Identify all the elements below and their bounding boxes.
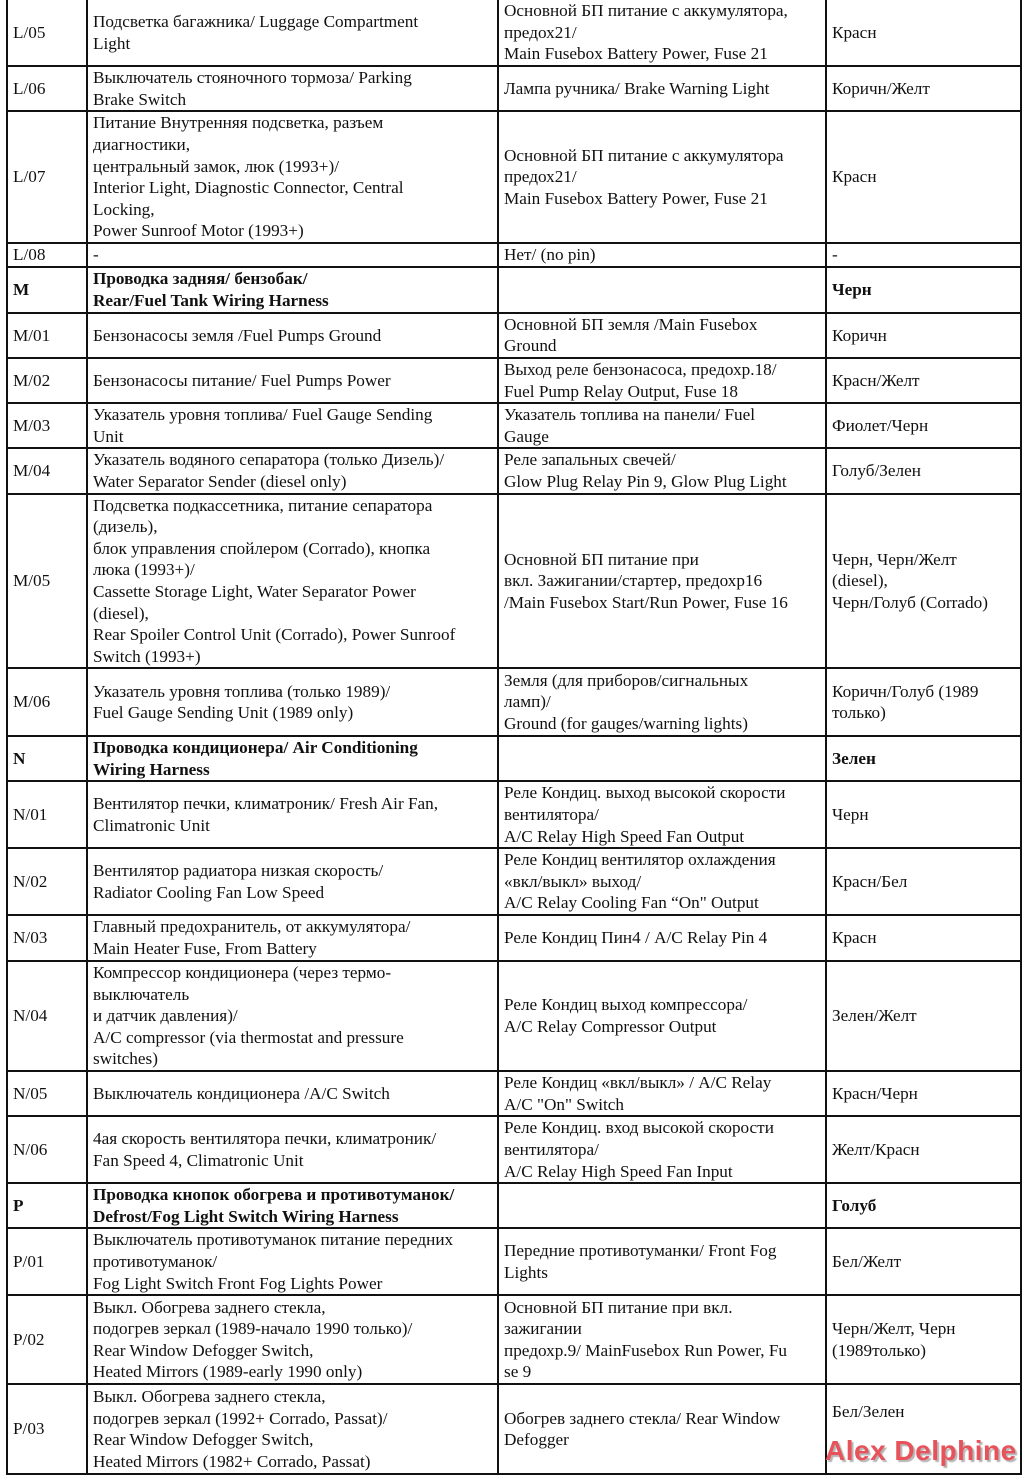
description-cell: Питание Внутренняя подсветка, разъем диагностики, центральный замок, люк (1993+)/ Interior Light, Diagnostic Connector, Central Locking, Power Sunroof Motor (1993+)	[87, 111, 498, 243]
table-row	[7, 848, 1021, 915]
pin-cell: P/03	[7, 1384, 87, 1474]
wire-color-cell: Зелен	[826, 736, 1021, 781]
connection-cell: Указатель топлива на панели/ Fuel Gauge	[498, 403, 826, 448]
pin-cell: P/02	[7, 1295, 87, 1384]
table-row	[7, 1295, 1021, 1384]
connection-cell: Основной БП питание с аккумулятора, предох21/ Main Fusebox Battery Power, Fuse 21	[498, 0, 826, 66]
pin-cell: N	[7, 736, 87, 781]
wire-color-cell: Голуб/Зелен	[826, 448, 1021, 493]
connection-cell: Обогрев заднего стекла/ Rear Window Defogger	[498, 1384, 826, 1474]
wire-color-cell: Голуб	[826, 1183, 1021, 1228]
table-row	[7, 243, 1021, 267]
connection-cell: Реле Кондиц Пин4 / A/C Relay Pin 4	[498, 915, 826, 961]
description-cell: Указатель уровня топлива (только 1989)/ Fuel Gauge Sending Unit (1989 only)	[87, 668, 498, 736]
pin-cell: M	[7, 267, 87, 313]
description-cell: Выключатель стояночного тормоза/ Parking Brake Switch	[87, 66, 498, 111]
description-cell: Указатель уровня топлива/ Fuel Gauge Sending Unit	[87, 403, 498, 448]
pin-cell: M/04	[7, 448, 87, 493]
pin-cell: L/06	[7, 66, 87, 111]
pin-cell: M/03	[7, 403, 87, 448]
description-cell: Бензонасосы земля /Fuel Pumps Ground	[87, 313, 498, 358]
description-cell: Выключатель кондиционера /A/C Switch	[87, 1071, 498, 1116]
pin-cell: N/02	[7, 848, 87, 915]
pin-cell: P/01	[7, 1228, 87, 1295]
connection-cell: Выход реле бензонасоса, предохр.18/ Fuel Pump Relay Output, Fuse 18	[498, 358, 826, 403]
table-row	[7, 915, 1021, 961]
wire-color-cell: Красн/Бел	[826, 848, 1021, 915]
table-row	[7, 66, 1021, 111]
connection-cell: Лампа ручника/ Brake Warning Light	[498, 66, 826, 111]
pin-cell: M/02	[7, 358, 87, 403]
connection-cell: Реле Кондиц вентилятор охлаждения «вкл/выкл» выход/ A/C Relay Cooling Fan “On" Output	[498, 848, 826, 915]
table-row	[7, 1116, 1021, 1183]
description-cell: Вентилятор печки, климатроник/ Fresh Air Fan, Climatronic Unit	[87, 781, 498, 848]
description-cell: Главный предохранитель, от аккумулятора/ Main Heater Fuse, From Battery	[87, 915, 498, 961]
pin-cell: N/03	[7, 915, 87, 961]
table-row	[7, 403, 1021, 448]
wire-color-cell: -	[826, 243, 1021, 267]
description-cell: Проводка задняя/ бензобак/ Rear/Fuel Tank Wiring Harness	[87, 267, 498, 313]
wire-color-cell: Красн	[826, 111, 1021, 243]
wire-color-cell: Коричн/Голуб (1989 только)	[826, 668, 1021, 736]
description-cell: Выключатель противотуманок питание передних противотуманок/ Fog Light Switch Front Fog Lights Power	[87, 1228, 498, 1295]
pin-cell: M/05	[7, 494, 87, 669]
table-row	[7, 358, 1021, 403]
pin-cell: L/08	[7, 243, 87, 267]
pin-cell: N/06	[7, 1116, 87, 1183]
section-header-row	[7, 267, 1021, 313]
description-cell: Подсветка багажника/ Luggage Compartment Light	[87, 0, 498, 66]
table-row	[7, 313, 1021, 358]
description-cell: Компрессор кондиционера (через термо- выключатель и датчик давления)/ A/C compressor (via thermostat and pressure switches)	[87, 961, 498, 1071]
connection-cell	[498, 736, 826, 781]
connection-cell: Основной БП питание при вкл. зажигании предохр.9/ MainFusebox Run Power, Fu se 9	[498, 1295, 826, 1384]
connection-cell: Реле Кондиц. выход высокой скорости вентилятора/ A/C Relay High Speed Fan Output	[498, 781, 826, 848]
pin-cell: L/07	[7, 111, 87, 243]
description-cell: Проводка кондиционера/ Air Conditioning Wiring Harness	[87, 736, 498, 781]
connection-cell: Основной БП питание при вкл. Зажигании/стартер, предохр16 /Main Fusebox Start/Run Power, Fuse 16	[498, 494, 826, 669]
wire-color-cell: Красн	[826, 0, 1021, 66]
table-row	[7, 0, 1021, 66]
table-row	[7, 1228, 1021, 1295]
connection-cell: Реле запальных свечей/ Glow Plug Relay Pin 9, Glow Plug Light	[498, 448, 826, 493]
connection-cell: Основной БП питание с аккумулятора предох21/ Main Fusebox Battery Power, Fuse 21	[498, 111, 826, 243]
wire-color-cell: Красн/Желт	[826, 358, 1021, 403]
connection-cell: Нет/ (no pin)	[498, 243, 826, 267]
description-cell: Выкл. Обогрева заднего стекла, подогрев зеркал (1992+ Corrado, Passat)/ Rear Window Defogger Switch, Heated Mirrors (1982+ Corrado, Passat)	[87, 1384, 498, 1474]
table-row	[7, 494, 1021, 669]
description-cell: Бензонасосы питание/ Fuel Pumps Power	[87, 358, 498, 403]
table-row	[7, 448, 1021, 493]
wire-color-cell: Бел/Желт	[826, 1228, 1021, 1295]
connection-cell: Земля (для приборов/сигнальных ламп)/ Ground (for gauges/warning lights)	[498, 668, 826, 736]
wire-color-cell: Красн/Черн	[826, 1071, 1021, 1116]
description-cell: Вентилятор радиатора низкая скорость/ Radiator Cooling Fan Low Speed	[87, 848, 498, 915]
connection-cell: Реле Кондиц. вход высокой скорости вентилятора/ A/C Relay High Speed Fan Input	[498, 1116, 826, 1183]
document-page	[6, 0, 1020, 1475]
pin-cell: P	[7, 1183, 87, 1228]
pin-cell: N/05	[7, 1071, 87, 1116]
description-cell: Указатель водяного сепаратора (только Дизель)/ Water Separator Sender (diesel only)	[87, 448, 498, 493]
wire-color-cell: Бел/Зелен	[826, 1384, 1021, 1474]
connection-cell: Основной БП земля /Main Fusebox Ground	[498, 313, 826, 358]
wire-color-cell: Черн/Желт, Черн (1989только)	[826, 1295, 1021, 1384]
wire-color-cell: Черн, Черн/Желт (diesel), Черн/Голуб (Corrado)	[826, 494, 1021, 669]
table-row	[7, 781, 1021, 848]
wiring-pinout-table	[6, 0, 1022, 1475]
connection-cell: Реле Кондиц выход компрессора/ A/C Relay Compressor Output	[498, 961, 826, 1071]
table-row	[7, 668, 1021, 736]
connection-cell	[498, 1183, 826, 1228]
wire-color-cell: Черн	[826, 781, 1021, 848]
wire-color-cell: Черн	[826, 267, 1021, 313]
pin-cell: M/01	[7, 313, 87, 358]
connection-cell: Реле Кондиц «вкл/выкл» / A/C Relay A/C "On" Switch	[498, 1071, 826, 1116]
pin-cell: N/04	[7, 961, 87, 1071]
description-cell: Подсветка подкассетника, питание сепаратора (дизель), блок управления спойлером (Corrado), кнопка люка (1993+)/ Cassette Storage Light, Water Separator Power (diesel), Rear Spoiler Control Unit (Corrado), Power Sunroof Switch (1993+)	[87, 494, 498, 669]
description-cell: Проводка кнопок обогрева и противотуманок/ Defrost/Fog Light Switch Wiring Harness	[87, 1183, 498, 1228]
section-header-row	[7, 1183, 1021, 1228]
wire-color-cell: Коричн/Желт	[826, 66, 1021, 111]
table-row	[7, 111, 1021, 243]
description-cell: -	[87, 243, 498, 267]
wire-color-cell: Красн	[826, 915, 1021, 961]
wire-color-cell: Желт/Красн	[826, 1116, 1021, 1183]
section-header-row	[7, 736, 1021, 781]
connection-cell: Передние противотуманки/ Front Fog Lights	[498, 1228, 826, 1295]
wire-color-cell: Коричн	[826, 313, 1021, 358]
table-body	[7, 0, 1021, 1474]
description-cell: 4ая скорость вентилятора печки, климатроник/ Fan Speed 4, Climatronic Unit	[87, 1116, 498, 1183]
table-row	[7, 961, 1021, 1071]
pin-cell: N/01	[7, 781, 87, 848]
wire-color-cell: Фиолет/Черн	[826, 403, 1021, 448]
watermark-logo: Alex Delphine	[825, 1435, 1017, 1466]
description-cell: Выкл. Обогрева заднего стекла, подогрев зеркал (1989-начало 1990 только)/ Rear Window Defogger Switch, Heated Mirrors (1989-early 1990 only)	[87, 1295, 498, 1384]
pin-cell: L/05	[7, 0, 87, 66]
wire-color-cell: Зелен/Желт	[826, 961, 1021, 1071]
connection-cell	[498, 267, 826, 313]
table-row	[7, 1071, 1021, 1116]
pin-cell: M/06	[7, 668, 87, 736]
